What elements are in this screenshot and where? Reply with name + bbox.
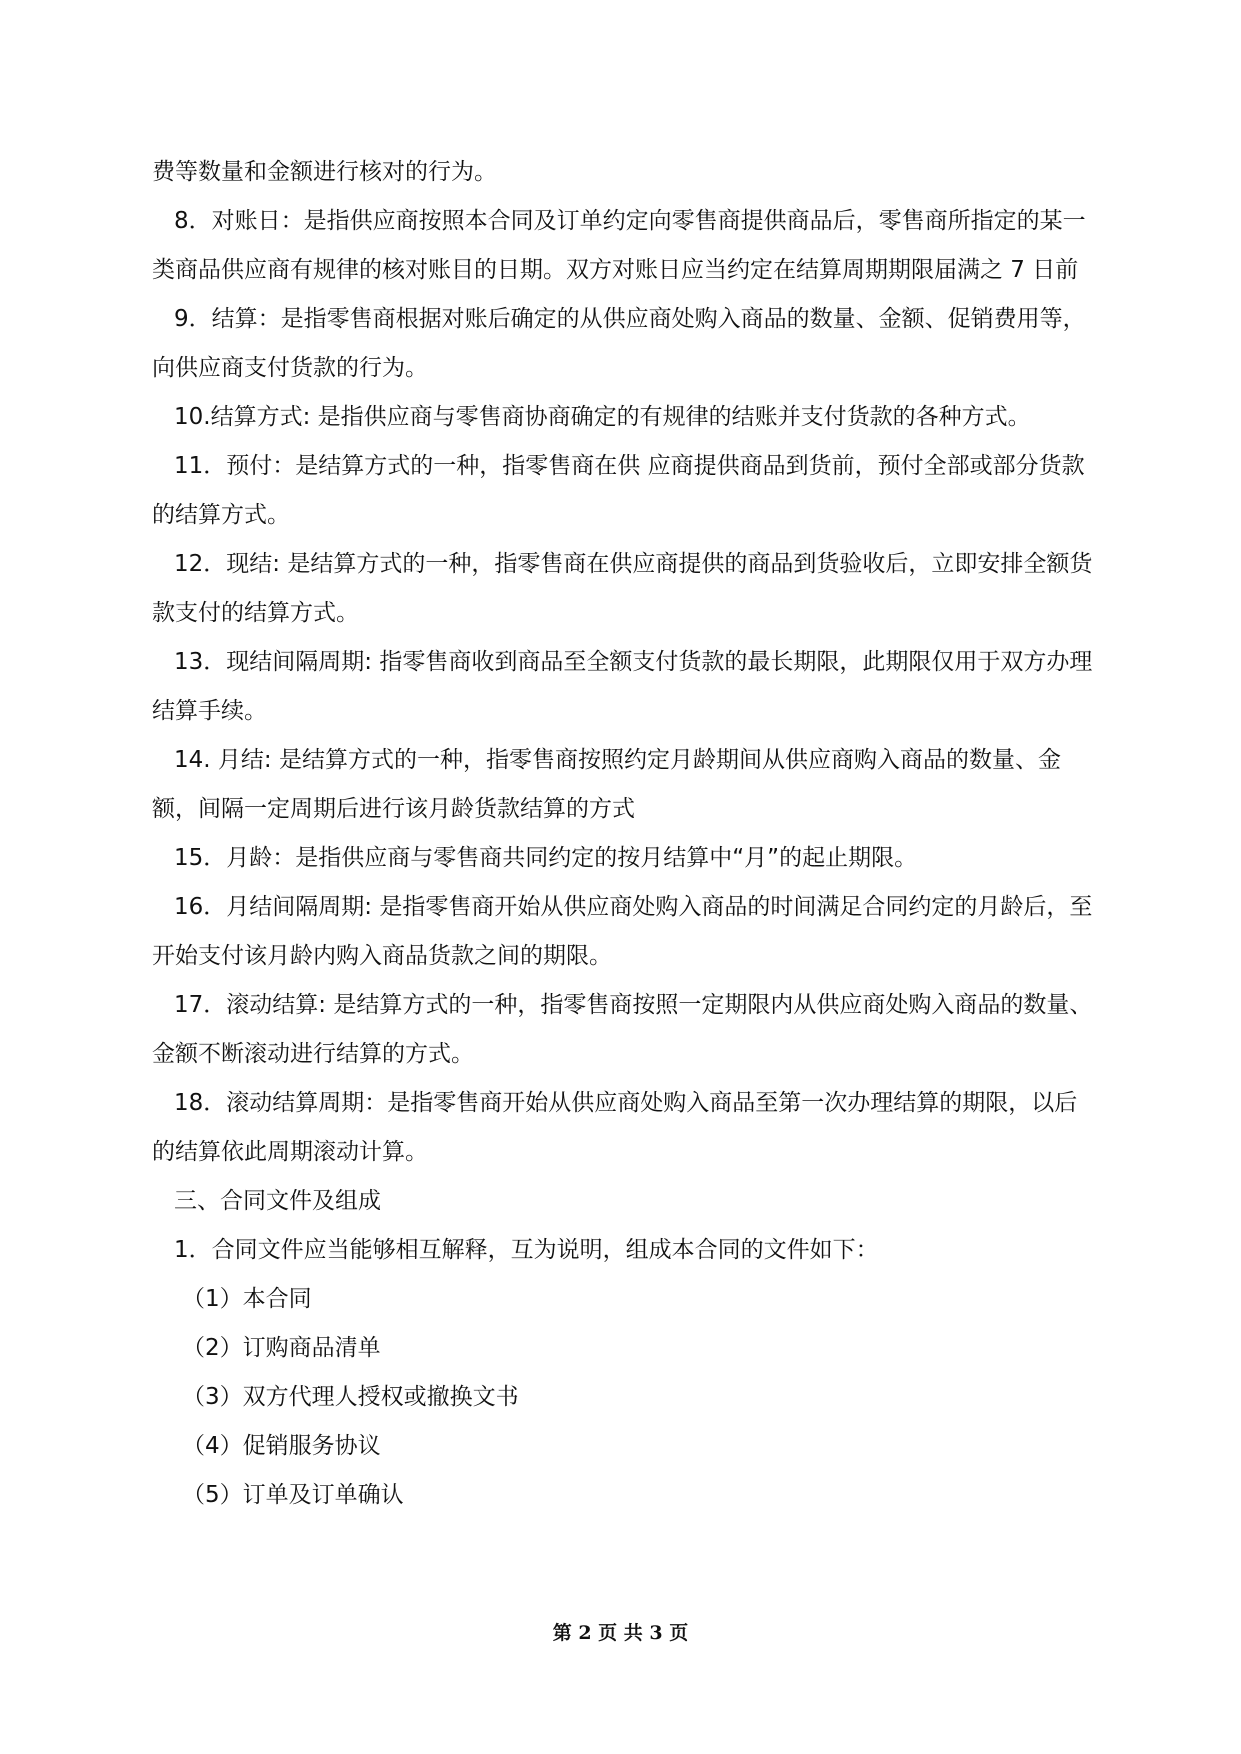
paragraph-item-8: 8．对账日：是指供应商按照本合同及订单约定向零售商提供商品后，零售商所指定的某一类商品供应商有规律的核对账目的日期。双方对账日应当约定在结算周期期限届满之 7 日前 xyxy=(152,208,1086,283)
list-item: （2）订购商品清单 xyxy=(182,1335,381,1361)
paragraph-item-17: 17．滚动结算: 是结算方式的一种，指零售商按照一定期限内从供应商处购入商品的数量、金额不断滚动进行结算的方式。 xyxy=(152,992,1093,1067)
paragraph-contract-files: 1．合同文件应当能够相互解释，互为说明，组成本合同的文件如下： xyxy=(174,1237,879,1263)
paragraph-item-13: 13．现结间隔周期: 指零售商收到商品至全额支付货款的最长期限，此期限仅用于双方办理结算手续。 xyxy=(152,649,1093,724)
page-number-footer: 第 2 页 共 3 页 xyxy=(552,1622,689,1644)
document-body xyxy=(152,148,1097,1520)
list-item: （1）本合同 xyxy=(182,1286,312,1312)
paragraph-item-9: 9．结算：是指零售商根据对账后确定的从供应商处购入商品的数量、金额、促销费用等，向供应商支付货款的行为。 xyxy=(152,306,1086,381)
paragraph-item-14: 14. 月结: 是结算方式的一种，指零售商按照约定月龄期间从供应商购入商品的数量、金额，间隔一定周期后进行该月龄货款结算的方式 xyxy=(152,747,1061,822)
section-heading: 三、合同文件及组成 xyxy=(174,1188,381,1214)
paragraph-item-18: 18．滚动结算周期：是指零售商开始从供应商处购入商品至第一次办理结算的期限，以后的结算依此周期滚动计算。 xyxy=(152,1090,1078,1165)
paragraph-item-11: 11．预付：是结算方式的一种，指零售商在供 应商提供商品到货前，预付全部或部分货款的结算方式。 xyxy=(152,453,1085,528)
paragraph-item-10: 10.结算方式: 是指供应商与零售商协商确定的有规律的结账并支付货款的各种方式。 xyxy=(174,404,1031,430)
paragraph-continuation: 费等数量和金额进行核对的行为。 xyxy=(152,159,497,185)
paragraph-item-15: 15．月龄：是指供应商与零售商共同约定的按月结算中“月”的起止期限。 xyxy=(174,845,918,871)
paragraph-item-12: 12．现结: 是结算方式的一种，指零售商在供应商提供的商品到货验收后，立即安排全额货款支付的结算方式。 xyxy=(152,551,1093,626)
list-item: （5）订单及订单确认 xyxy=(182,1482,404,1508)
paragraph-item-16: 16．月结间隔周期: 是指零售商开始从供应商处购入商品的时间满足合同约定的月龄后，至开始支付该月龄内购入商品货款之间的期限。 xyxy=(152,894,1093,969)
list-item: （4）促销服务协议 xyxy=(182,1433,381,1459)
list-item: （3）双方代理人授权或撤换文书 xyxy=(182,1384,519,1410)
